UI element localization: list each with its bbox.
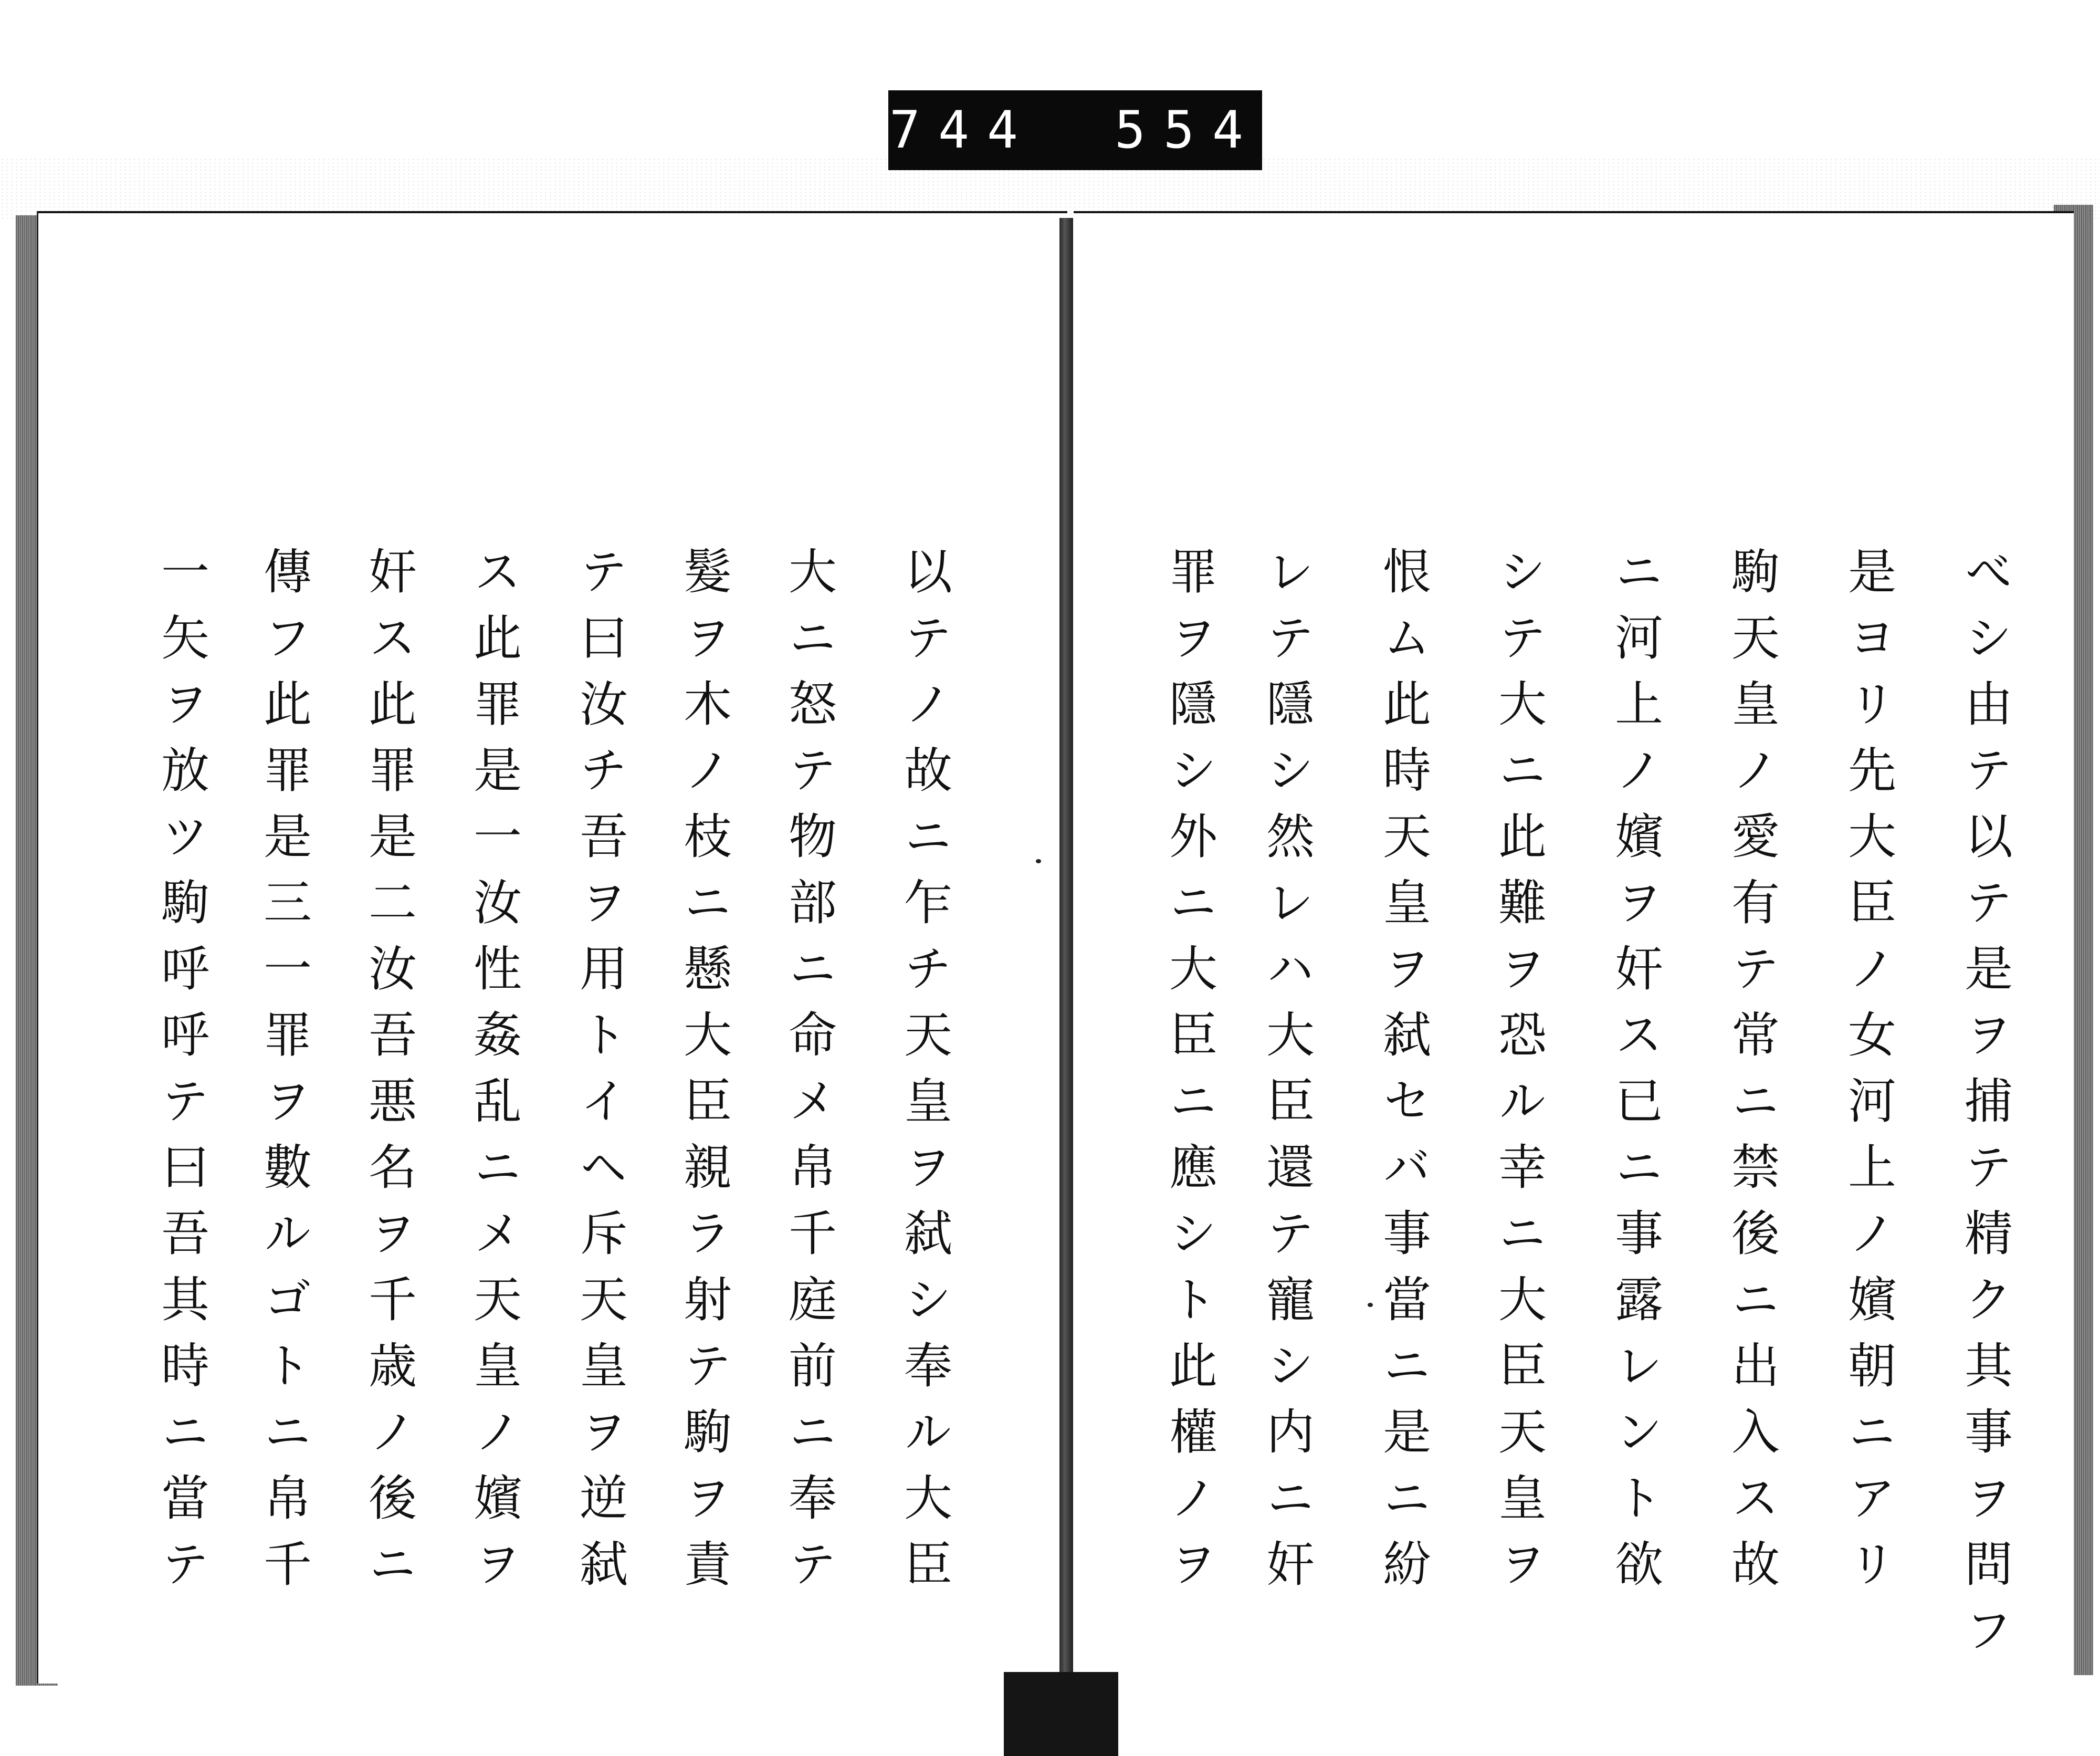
text-column: べシ由テ以テ是ヲ捕テ精ク其事ヲ問フ (1957, 546, 2013, 1671)
text-column: 駒天皇ノ愛有テ常ニ禁後ニ出入ス故 (1724, 546, 1780, 1605)
text-column: シテ大ニ此難ヲ恐ル幸ニ大臣天皇ヲ (1490, 546, 1547, 1605)
label-right-number: 554 (1115, 100, 1262, 160)
text-column: 髮ヲ木ノ枝ニ懸大臣親ラ射テ駒ヲ責 (676, 546, 732, 1605)
text-column: 是ヨリ先大臣ノ女河上ノ嬪朝ニアリ (1840, 546, 1896, 1605)
text-column: 恨ム此時天皇ヲ弑セバ事當ニ是ニ紛 (1375, 546, 1431, 1605)
text-column: 奸ス此罪是二汝吾悪名ヲ千歳ノ後ニ (361, 546, 417, 1605)
text-column: 罪ヲ隱シ外ニ大臣ニ應シト此權ノヲ (1161, 546, 1217, 1605)
text-column: 一矢ヲ放ツ駒呼呼テ曰吾其時ニ當テ (153, 546, 209, 1605)
text-column: 傳フ此罪是三一罪ヲ數ルゴトニ帛千 (256, 546, 312, 1605)
spine-foot (1004, 1672, 1118, 1756)
text-column: 大ニ怒テ物部ニ命メ帛千庭前ニ奉テ (781, 546, 837, 1605)
text-column: レテ隱シ然レハ大臣還テ寵シ内ニ奸 (1258, 546, 1315, 1605)
text-column: ス此罪是一汝性姦乱ニメ天皇ノ嬪ヲ (466, 546, 522, 1605)
microfilm-label (888, 90, 1262, 170)
right-page (1074, 211, 2074, 1684)
ink-speck (1036, 859, 1041, 863)
text-column: テ曰汝チ吾ヲ用トイヘ斥天皇ヲ逆弑 (572, 546, 628, 1605)
book-spine (1059, 218, 1073, 1673)
text-column: ニ河上ノ嬪ヲ奸ス已ニ事露レント欲 (1607, 546, 1663, 1605)
label-left-number: 744 (889, 100, 1036, 160)
text-column: 以テノ故ニ乍チ天皇ヲ弑シ奉ル大臣 (896, 546, 952, 1605)
